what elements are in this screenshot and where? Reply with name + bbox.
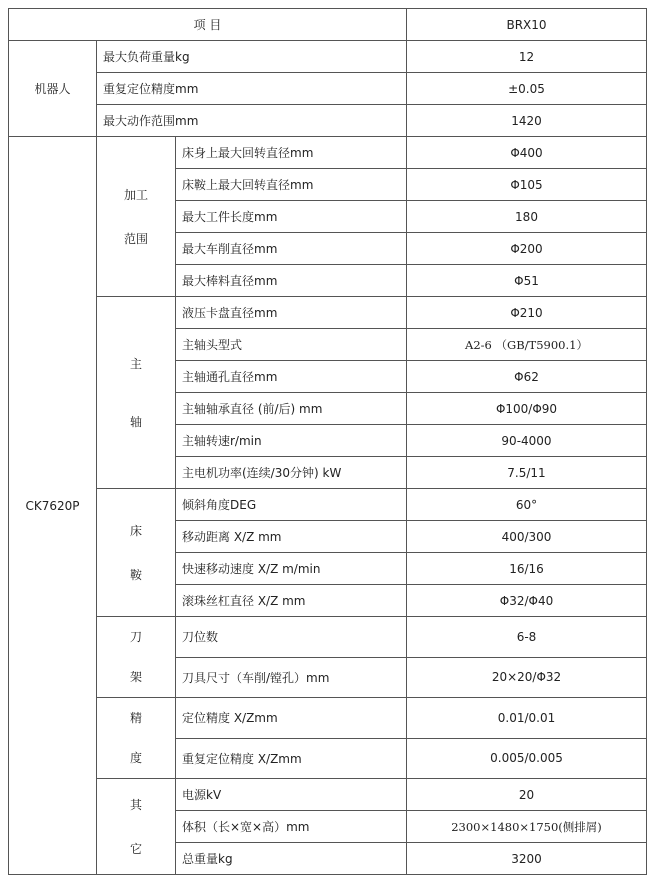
- spec-label: 刀具尺寸（车削/镗孔）mm: [176, 657, 407, 698]
- spec-value: Φ100/Φ90: [407, 393, 647, 425]
- robot-group-label: 机器人: [9, 41, 97, 137]
- machine-group-label: CK7620P: [9, 137, 97, 875]
- spec-label: 最大车削直径mm: [176, 233, 407, 265]
- spec-value: A2-6 （GB/T5900.1）: [407, 329, 647, 361]
- precision-label-line: 度: [129, 751, 142, 765]
- turret-label-line: 刀: [129, 630, 142, 644]
- spec-value: 12: [407, 41, 647, 73]
- spec-label: 最大动作范围mm: [97, 105, 407, 137]
- table-row: [9, 779, 647, 811]
- spindle-label-line: 轴: [129, 414, 142, 429]
- table-row: [9, 297, 647, 329]
- turret-section-label: [97, 617, 176, 698]
- saddle-section-label: [97, 489, 176, 617]
- spec-value: Φ32/Φ40: [407, 585, 647, 617]
- spindle-label-line: 主: [129, 356, 142, 371]
- spec-label: 床鞍上最大回转直径mm: [176, 169, 407, 201]
- other-section-label: [97, 779, 176, 875]
- spec-label: 电源kV: [176, 779, 407, 811]
- spindle-section-label: [97, 297, 176, 489]
- spec-value: 3200: [407, 843, 647, 875]
- header-row: [9, 9, 647, 41]
- spec-label: 主轴轴承直径 (前/后) mm: [176, 393, 407, 425]
- header-item: 项 目: [9, 9, 407, 41]
- table-row: [9, 137, 647, 169]
- spec-label: 体积（长×宽×高）mm: [176, 811, 407, 843]
- saddle-label-line: 床: [129, 523, 142, 538]
- spec-value: Φ51: [407, 265, 647, 297]
- header-model: BRX10: [407, 9, 647, 41]
- spec-value: Φ200: [407, 233, 647, 265]
- spec-value: 60°: [407, 489, 647, 521]
- spec-label: 主轴头型式: [176, 329, 407, 361]
- spec-label: 最大负荷重量kg: [97, 41, 407, 73]
- spec-label: 快速移动速度 X/Z m/min: [176, 553, 407, 585]
- other-label-line: 其: [129, 797, 142, 812]
- spec-label: 床身上最大回转直径mm: [176, 137, 407, 169]
- spec-label: 滚珠丝杠直径 X/Z mm: [176, 585, 407, 617]
- processing-section-label: [97, 137, 176, 297]
- spec-table: [8, 8, 647, 875]
- spec-value: Φ400: [407, 137, 647, 169]
- spec-value: 0.01/0.01: [407, 698, 647, 739]
- spec-label: 刀位数: [176, 617, 407, 658]
- spec-label: 定位精度 X/Zmm: [176, 698, 407, 739]
- spec-value: Φ105: [407, 169, 647, 201]
- spec-value: 6-8: [407, 617, 647, 658]
- spec-value: 20: [407, 779, 647, 811]
- saddle-label-line: 鞍: [129, 567, 142, 582]
- table-row: [9, 617, 647, 658]
- table-row: [9, 489, 647, 521]
- spec-label: 重复定位精度 X/Zmm: [176, 738, 407, 779]
- spec-value: 180: [407, 201, 647, 233]
- spec-label: 重复定位精度mm: [97, 73, 407, 105]
- spec-value: 2300×1480×1750(侧排屑): [407, 811, 647, 843]
- table-row: [9, 698, 647, 739]
- spec-value: 1420: [407, 105, 647, 137]
- spec-label: 主轴转速r/min: [176, 425, 407, 457]
- spec-value: 0.005/0.005: [407, 738, 647, 779]
- processing-label-line: 加工: [123, 187, 148, 202]
- spec-label: 主轴通孔直径mm: [176, 361, 407, 393]
- table-row: [9, 41, 647, 73]
- spec-value: 16/16: [407, 553, 647, 585]
- table-row: [9, 105, 647, 137]
- spec-value: 7.5/11: [407, 457, 647, 489]
- spec-label: 最大棒料直径mm: [176, 265, 407, 297]
- spec-value: 20×20/Φ32: [407, 657, 647, 698]
- spec-label: 主电机功率(连续/30分钟) kW: [176, 457, 407, 489]
- precision-label-line: 精: [129, 711, 142, 725]
- spec-value: 400/300: [407, 521, 647, 553]
- spec-value: Φ62: [407, 361, 647, 393]
- spec-label: 总重量kg: [176, 843, 407, 875]
- spec-value: ±0.05: [407, 73, 647, 105]
- spec-label: 倾斜角度DEG: [176, 489, 407, 521]
- spec-label: 最大工件长度mm: [176, 201, 407, 233]
- table-row: [9, 73, 647, 105]
- spec-label: 液压卡盘直径mm: [176, 297, 407, 329]
- spec-label: 移动距离 X/Z mm: [176, 521, 407, 553]
- precision-section-label: [97, 698, 176, 779]
- turret-label-line: 架: [129, 670, 142, 684]
- spec-value: Φ210: [407, 297, 647, 329]
- other-label-line: 它: [129, 841, 142, 856]
- processing-label-line: 范围: [123, 231, 148, 246]
- spec-value: 90-4000: [407, 425, 647, 457]
